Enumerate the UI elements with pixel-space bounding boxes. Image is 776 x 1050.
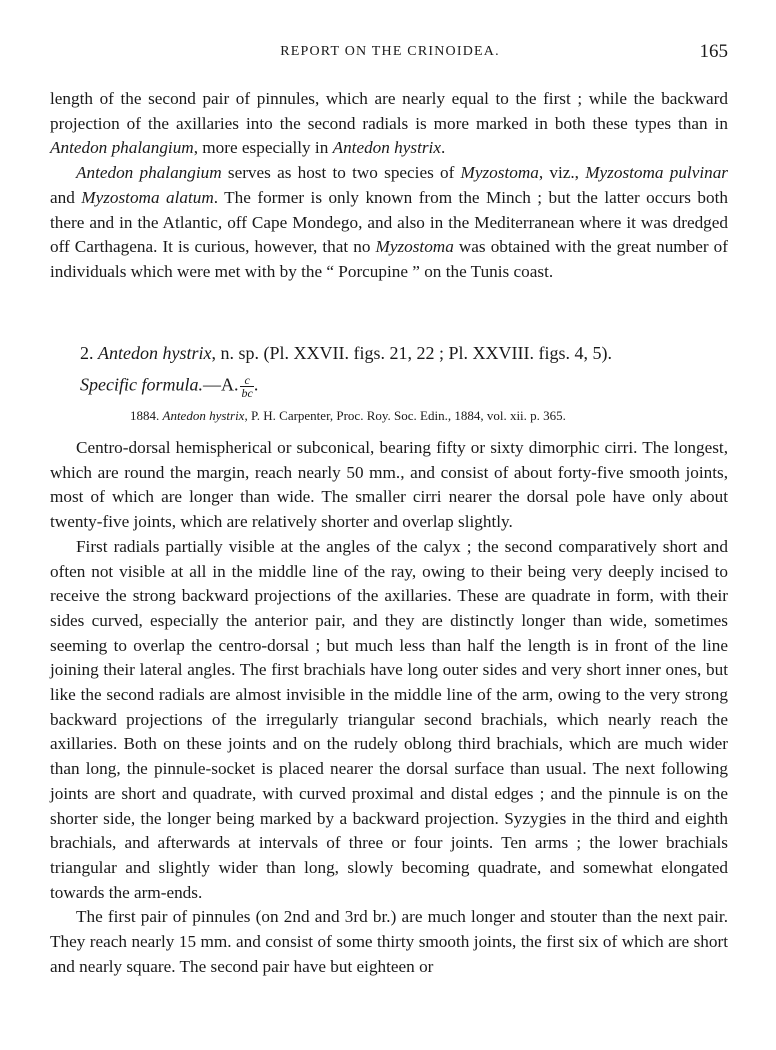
description-paragraph-3: The first pair of pinnules (on 2nd and 3rd br.) are much longer and stouter than the next pair. They reach nearly 15 mm. and consist of some thirty smooth joints, the first six of which are short and nearly square. The second pair have but eighteen or — [50, 907, 728, 976]
text-run: . — [440, 138, 446, 158]
page-header — [50, 41, 730, 68]
citation-reference: , P. H. Carpenter, Proc. Roy. Soc. Edin., 1884, vol. xii. p. 365. — [244, 408, 566, 423]
species-name: Antedon hystrix — [162, 408, 245, 423]
species-name: Antedon hystrix — [332, 138, 441, 158]
section-number: 2. — [80, 343, 98, 363]
section-heading — [80, 343, 730, 364]
description-paragraph-1: Centro-dorsal hemispherical or subconical, bearing fifty or sixty dimorphic cirri. The longest, which are round the margin, reach nearly 50 mm., and consist of about forty-five smooth joints, most of which are longer than wide. The smaller cirri nearer the dorsal pole have only about twenty-five joints, which are relatively shorter and overlap slightly. — [50, 438, 728, 532]
formula-fraction — [240, 374, 253, 399]
text-run: length of the second pair of pinnules, which are nearly equal to the first ; while the backward projection of the axillaries into the second radials is more marked in both these types than in — [50, 89, 728, 133]
text-run: , viz., — [538, 163, 586, 183]
text-run: . The former is only known from the Minch ; but the latter occurs both there and in the Atlantic, off Cape Mondego, and also in the Mediterranean where it was dredged off Carthagena. It is curious, however, that no — [50, 187, 728, 257]
species-name: Antedon hystrix — [98, 343, 212, 363]
citation-year: 1884. — [130, 408, 163, 423]
species-name: Myzostoma pulvinar — [585, 163, 728, 183]
species-name: Antedon phalangium — [76, 163, 222, 183]
intro-paragraph-2 — [50, 161, 728, 285]
intro-text — [50, 87, 728, 285]
description-paragraph-2: First radials partially visible at the angles of the calyx ; the second comparatively short and often not visible at all in the middle line of the ray, owing to their being very deeply incised to receive the strong backward projections of the axillaries. These are quadrate in form, with their sides curved, especially the anterior pair, and they are distinctly longer than wide, sometimes seeming to overlap the centro-dorsal ; but much less than half the length is in front of the line joining their lateral angles. The first brachials have long outer sides and very short inner ones, but like the second radials are almost invisible in the middle line of the arm, owing to the very strong backward projections of the irregularly triangular second brachials, which nearly reach the axillaries. Both on these joints and on the rudely oblong third brachials, which are much wider than long, the pinnule-socket is placed nearer the dorsal surface than usual. The next following joints are short and quadrate, with curved proximal and distal edges ; and the pinnule is on the shorter side, the longer being marked by a backward projection. Syzygies in the third and eighth brachials, and afterwards at intervals of three or four joints. Ten arms ; the lower brachials triangular and slightly wider than long, slowly becoming quadrate, and somewhat elongated towards the arm-ends. — [50, 536, 728, 902]
formula-denominator: bc — [241, 386, 253, 400]
synonymy-citation — [130, 408, 566, 424]
page-number: 165 — [699, 41, 728, 62]
intro-paragraph-1 — [50, 87, 728, 161]
running-head: REPORT ON THE CRINOIDEA. — [280, 44, 500, 59]
genus-name: Myzostoma — [460, 163, 539, 183]
text-run: and — [50, 187, 82, 207]
specific-formula — [80, 374, 258, 399]
description-text — [50, 436, 728, 979]
formula-prefix: —A. — [202, 374, 239, 395]
formula-numerator: c — [244, 373, 250, 387]
text-run: was obtained with the great number of individuals which were met with by the “ Porcupine ” on the Tunis coast. — [50, 237, 728, 281]
text-run: serves as host to two species of — [221, 163, 461, 183]
text-run: , more especially in — [193, 138, 333, 158]
species-name: Myzostoma alatum — [81, 187, 214, 207]
genus-name: Myzostoma — [375, 237, 454, 257]
species-name: Antedon phalangium — [50, 138, 194, 158]
formula-label: Specific formula. — [80, 374, 203, 395]
section-plate-refs: , n. sp. (Pl. XXVII. figs. 21, 22 ; Pl. XXVIII. figs. 4, 5). — [211, 343, 612, 363]
formula-end: . — [253, 374, 259, 395]
